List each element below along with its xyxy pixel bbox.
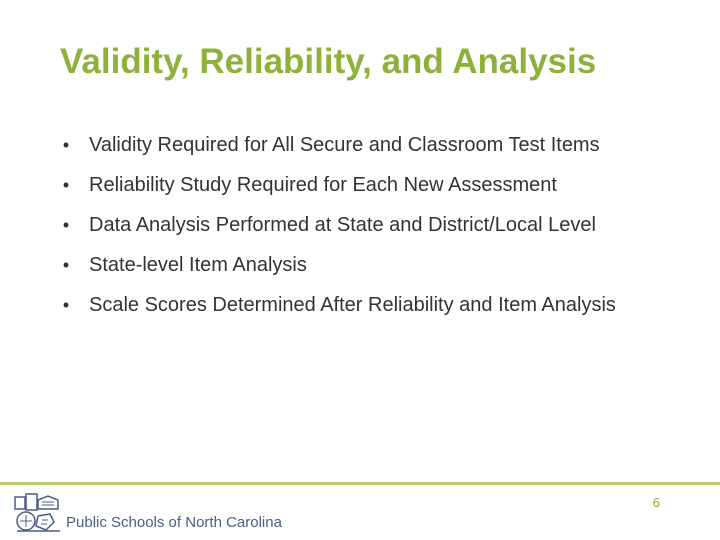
bullet-item bbox=[59, 211, 659, 239]
footer-divider bbox=[0, 482, 720, 485]
bullet-icon: • bbox=[62, 175, 70, 195]
nc-state-seal-logo-icon bbox=[14, 492, 64, 534]
logo-graphic bbox=[14, 492, 64, 534]
bullet-icon: • bbox=[62, 295, 70, 315]
bullet-text: Validity Required for All Secure and Classroom Test Items bbox=[89, 134, 600, 156]
slide-title: Validity, Reliability, and Analysis bbox=[60, 42, 597, 81]
bullet-list bbox=[59, 131, 659, 319]
bullet-text: Reliability Study Required for Each New Assessment bbox=[89, 174, 557, 196]
bullet-item bbox=[59, 251, 659, 279]
bullet-item bbox=[59, 291, 659, 319]
bullet-text: Scale Scores Determined After Reliability and Item Analysis bbox=[89, 294, 616, 316]
footer-organization-name: Public Schools of North Carolina bbox=[66, 514, 282, 531]
page-number: 6 bbox=[652, 495, 660, 510]
bullet-text: State-level Item Analysis bbox=[89, 254, 307, 276]
bullet-icon: • bbox=[62, 135, 70, 155]
bullet-item bbox=[59, 131, 659, 159]
bullet-icon: • bbox=[62, 255, 70, 275]
bullet-icon: • bbox=[62, 215, 70, 235]
bullet-item bbox=[59, 171, 659, 199]
bullet-text: Data Analysis Performed at State and District/Local Level bbox=[89, 214, 596, 236]
